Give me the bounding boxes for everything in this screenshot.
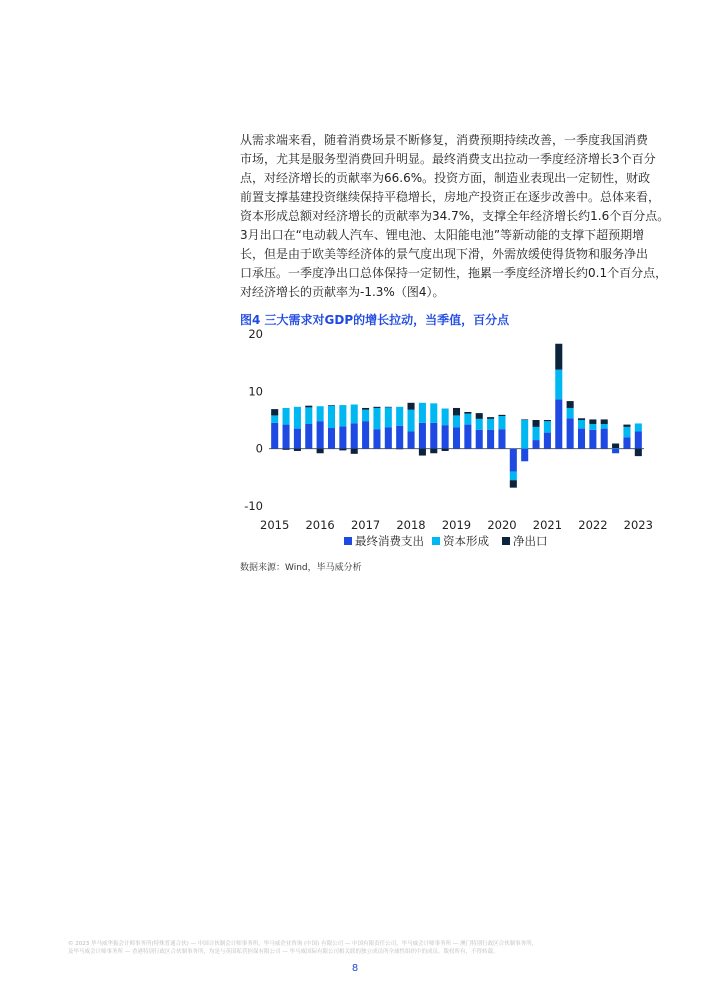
bar-segment: [408, 410, 415, 432]
x-tick-label: 2021: [532, 518, 563, 532]
body-paragraph: [240, 131, 668, 302]
y-tick-label: 10: [248, 384, 263, 399]
body-line: 点，对经济增长的贡献率为66.6%。投资方面，制造业表现出一定韧性，财政: [240, 171, 651, 185]
bar-segment: [476, 430, 483, 449]
x-tick-label: 2023: [623, 518, 653, 532]
bar-segment: [373, 407, 380, 408]
bar-segment: [362, 410, 369, 421]
bar-segment: [578, 429, 585, 449]
bar-segment: [351, 423, 358, 448]
bar-segment: [283, 449, 290, 450]
figure-title: 图4 三大需求对GDP的增长拉动，当季值，百分点: [240, 313, 510, 327]
bar-segment: [589, 430, 596, 449]
body-line: 从需求端来看，随着消费场景不断修复，消费预期持续改善，一季度我国消费: [240, 133, 649, 147]
bar-segment: [623, 425, 630, 427]
bar-segment: [578, 418, 585, 420]
bar-segment: [589, 419, 596, 424]
bar-segment: [487, 419, 494, 430]
bar-segment: [328, 406, 335, 428]
bar-segment: [419, 403, 426, 423]
body-line: 长，但是由于欧美等经济体的景气度出现下滑，外需放缓使得货物和服务净出: [240, 247, 649, 261]
bar-segment: [396, 426, 403, 449]
bar-segment: [567, 401, 574, 408]
bar-segment: [623, 437, 630, 448]
y-tick-label: 0: [255, 441, 263, 456]
bar-segment: [521, 420, 528, 449]
bar-segment: [453, 408, 460, 415]
bar-segment: [589, 424, 596, 430]
bar-segment: [362, 421, 369, 449]
bar-segment: [305, 407, 312, 424]
footer-line: © 2023 毕马威华振会计师事务所(特殊普通合伙) — 中国合伙制会计师事务所，毕马威企业咨询 (中国) 有限公司 — 中国有限责任公司，毕马威会计师事务所 — 澳门特别行政区合伙制事务所，: [68, 941, 538, 947]
bar-segment: [635, 423, 642, 431]
bar-segment: [305, 406, 312, 408]
y-tick-label: 20: [248, 327, 263, 341]
body-line: 口承压。一季度净出口总体保持一定韧性，拖累一季度经济增长约0.1个百分点，: [240, 266, 668, 280]
y-tick-label: -10: [244, 499, 263, 513]
bar-segment: [373, 429, 380, 448]
bar-segment: [294, 429, 301, 449]
bar-segment: [328, 405, 335, 406]
bar-segment: [476, 413, 483, 419]
legend-label: 最终消费支出: [355, 534, 424, 548]
bar-segment: [385, 407, 392, 408]
bar-segment: [510, 472, 517, 481]
bar-segment: [271, 409, 278, 415]
legend-swatch: [344, 537, 352, 545]
bar-segment: [442, 449, 449, 451]
bar-segment: [521, 419, 528, 420]
bar-segment: [533, 440, 540, 449]
bar-segment: [498, 416, 505, 429]
bar-segment: [328, 428, 335, 449]
bar-segment: [601, 419, 608, 424]
bar-segment: [510, 480, 517, 487]
bar-segment: [635, 449, 642, 456]
legend-swatch: [432, 537, 440, 545]
bar-segment: [408, 403, 415, 410]
bar-segment: [453, 415, 460, 427]
bar-segment: [578, 420, 585, 429]
x-tick-label: 2018: [396, 518, 426, 532]
bar-segment: [419, 449, 426, 456]
x-tick-label: 2015: [260, 518, 290, 532]
bar-segment: [533, 420, 540, 427]
bar-segment: [567, 408, 574, 418]
bar-segment: [339, 426, 346, 448]
bar-segment: [601, 424, 608, 429]
footer-line: 及毕马威会计师事务所 — 香港特别行政区合伙制事务所，均是与英国私营担保有限公司 — 毕马威国际有限公司相关联的独立成员所全球性组织中的成员。版权所有，不得转载。: [68, 949, 499, 955]
stacked-bar-chart: [236, 326, 656, 558]
source-note: 数据来源：Wind，毕马威分析: [240, 563, 362, 573]
bar-segment: [544, 420, 551, 421]
body-line: 市场，尤其是服务型消费回升明显。最终消费支出拉动一季度经济增长3个百分: [240, 152, 656, 166]
bar-segment: [317, 449, 324, 454]
bar-segment: [283, 408, 290, 425]
bar-segment: [317, 421, 324, 449]
bar-segment: [612, 449, 619, 454]
bar-segment: [612, 444, 619, 449]
bar-segment: [487, 417, 494, 419]
bar-segment: [408, 431, 415, 448]
bar-segment: [567, 418, 574, 448]
bar-segment: [464, 414, 471, 425]
x-tick-label: 2016: [305, 518, 335, 532]
bar-segment: [373, 408, 380, 429]
bar-segment: [612, 448, 619, 449]
bar-segment: [294, 449, 301, 451]
bar-segment: [498, 429, 505, 448]
bar-segment: [487, 430, 494, 449]
x-tick-label: 2022: [578, 518, 608, 532]
bar-segment: [317, 406, 324, 421]
bar-segment: [430, 403, 437, 422]
bar-segment: [271, 415, 278, 422]
bar-segment: [305, 424, 312, 449]
bar-segment: [555, 344, 562, 370]
bar-segment: [521, 449, 528, 462]
page-number: 8: [351, 963, 359, 974]
bar-segment: [453, 427, 460, 448]
x-tick-label: 2017: [350, 518, 381, 532]
body-line: 前置支撑基建投资继续保持平稳增长，房地产投资正在逐步改善中。总体来看，: [240, 190, 661, 204]
bar-segment: [339, 405, 346, 426]
bar-segment: [555, 399, 562, 448]
footer-disclaimer: [68, 940, 648, 956]
bar-segment: [555, 370, 562, 400]
bar-segment: [464, 412, 471, 414]
bar-segment: [464, 425, 471, 449]
bar-segment: [498, 415, 505, 416]
bar-segment: [430, 449, 437, 454]
bar-segment: [271, 423, 278, 449]
bar-segment: [385, 407, 392, 427]
bar-segment: [385, 427, 392, 448]
bar-segment: [339, 449, 346, 451]
bar-segment: [533, 427, 540, 440]
bar-segment: [442, 425, 449, 449]
bar-segment: [510, 449, 517, 472]
legend-swatch: [502, 537, 510, 545]
bar-segment: [430, 423, 437, 449]
bar-segment: [635, 431, 642, 448]
body-line: 资本形成总额对经济增长的贡献率为34.7%，支撑全年经济增长约1.6个百分点。: [240, 209, 670, 223]
bar-segment: [396, 449, 403, 450]
legend-label: 资本形成: [443, 534, 489, 548]
legend-label: 净出口: [513, 534, 548, 548]
bar-segment: [396, 407, 403, 426]
x-tick-label: 2019: [441, 518, 472, 532]
bar-segment: [419, 423, 426, 449]
bar-segment: [544, 421, 551, 432]
bar-segment: [351, 405, 358, 424]
bar-segment: [283, 425, 290, 449]
bar-segment: [442, 409, 449, 426]
x-tick-label: 2020: [487, 518, 517, 532]
bar-segment: [476, 419, 483, 430]
body-line: 对经济增长的贡献率为-1.3%（图4）。: [240, 285, 445, 299]
bar-segment: [294, 407, 301, 429]
bar-segment: [351, 449, 358, 454]
bar-segment: [601, 429, 608, 449]
bar-segment: [544, 433, 551, 449]
bar-segment: [362, 408, 369, 410]
bar-segment: [623, 427, 630, 437]
body-line: 3月出口在“电动载人汽车、锂电池、太阳能电池”等新动能的支撑下超预期增: [240, 228, 645, 242]
